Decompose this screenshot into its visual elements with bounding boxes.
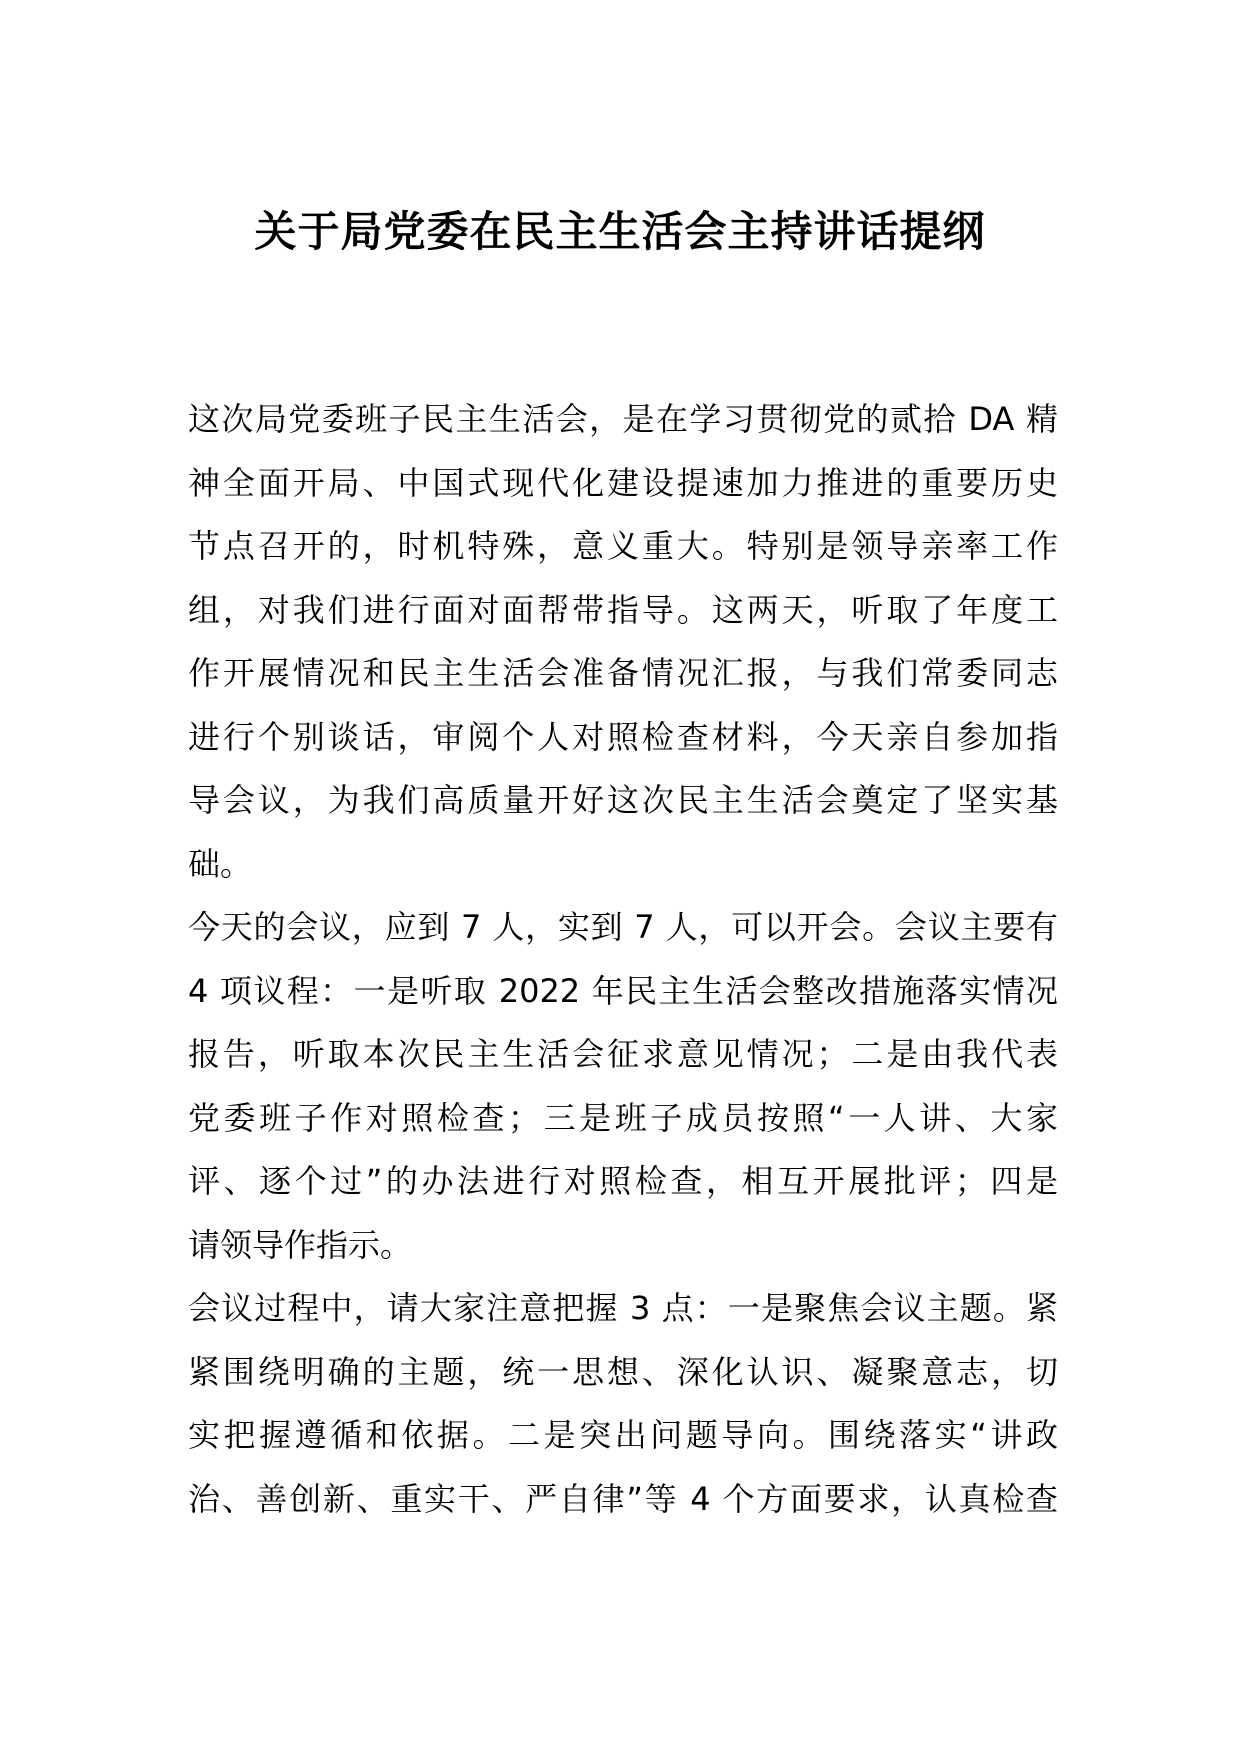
text-line: 实把握遵循和依据。二是突出问题导向。围绕落实“讲政 bbox=[188, 1416, 1058, 1454]
text-line: 导会议，为我们高质量开好这次民主生活会奠定了坚实基 bbox=[188, 781, 1058, 819]
paragraph-3 bbox=[188, 1277, 1058, 1531]
text-line: 作开展情况和民主生活会准备情况汇报，与我们常委同志 bbox=[188, 654, 1058, 692]
text-line: 紧围绕明确的主题，统一思想、深化认识、凝聚意志，切 bbox=[188, 1352, 1058, 1391]
text-line: 评、逐个过”的办法进行对照检查，相互开展批评；四是 bbox=[188, 1162, 1058, 1200]
text-line: 治、善创新、重实干、严自律”等 4 个方面要求，认真检查 bbox=[188, 1479, 1058, 1518]
text-line: 会议过程中，请大家注意把握 3 点：一是聚焦会议主题。紧 bbox=[188, 1289, 1058, 1327]
text-line: 今天的会议，应到 7 人，实到 7 人，可以开会。会议主要有 bbox=[188, 908, 1058, 946]
text-line: 党委班子作对照检查；三是班子成员按照“一人讲、大家 bbox=[188, 1098, 1058, 1137]
text-line: 节点召开的，时机特殊，意义重大。特别是领导亲率工作 bbox=[188, 527, 1058, 565]
document-body bbox=[188, 388, 1058, 1531]
text-line: 这次局党委班子民主生活会，是在学习贯彻党的贰拾 DA 精 bbox=[188, 400, 1058, 438]
text-line: 组，对我们进行面对面帮带指导。这两天，听取了年度工 bbox=[188, 590, 1058, 629]
text-line: 神全面开局、中国式现代化建设提速加力推进的重要历史 bbox=[188, 463, 1058, 502]
text-line: 报告，听取本次民主生活会征求意见情况；二是由我代表 bbox=[188, 1035, 1058, 1073]
paragraph-2 bbox=[188, 896, 1058, 1277]
text-line: 4 项议程：一是听取 2022 年民主生活会整改措施落实情况 bbox=[188, 971, 1058, 1010]
text-line: 进行个别谈话，审阅个人对照检查材料，今天亲自参加指 bbox=[188, 717, 1058, 756]
text-line: 础。 bbox=[188, 844, 253, 883]
document-title: 关于局党委在民主生活会主持讲话提纲 bbox=[254, 207, 986, 256]
paragraph-1 bbox=[188, 388, 1058, 896]
text-line: 请领导作指示。 bbox=[188, 1225, 413, 1264]
